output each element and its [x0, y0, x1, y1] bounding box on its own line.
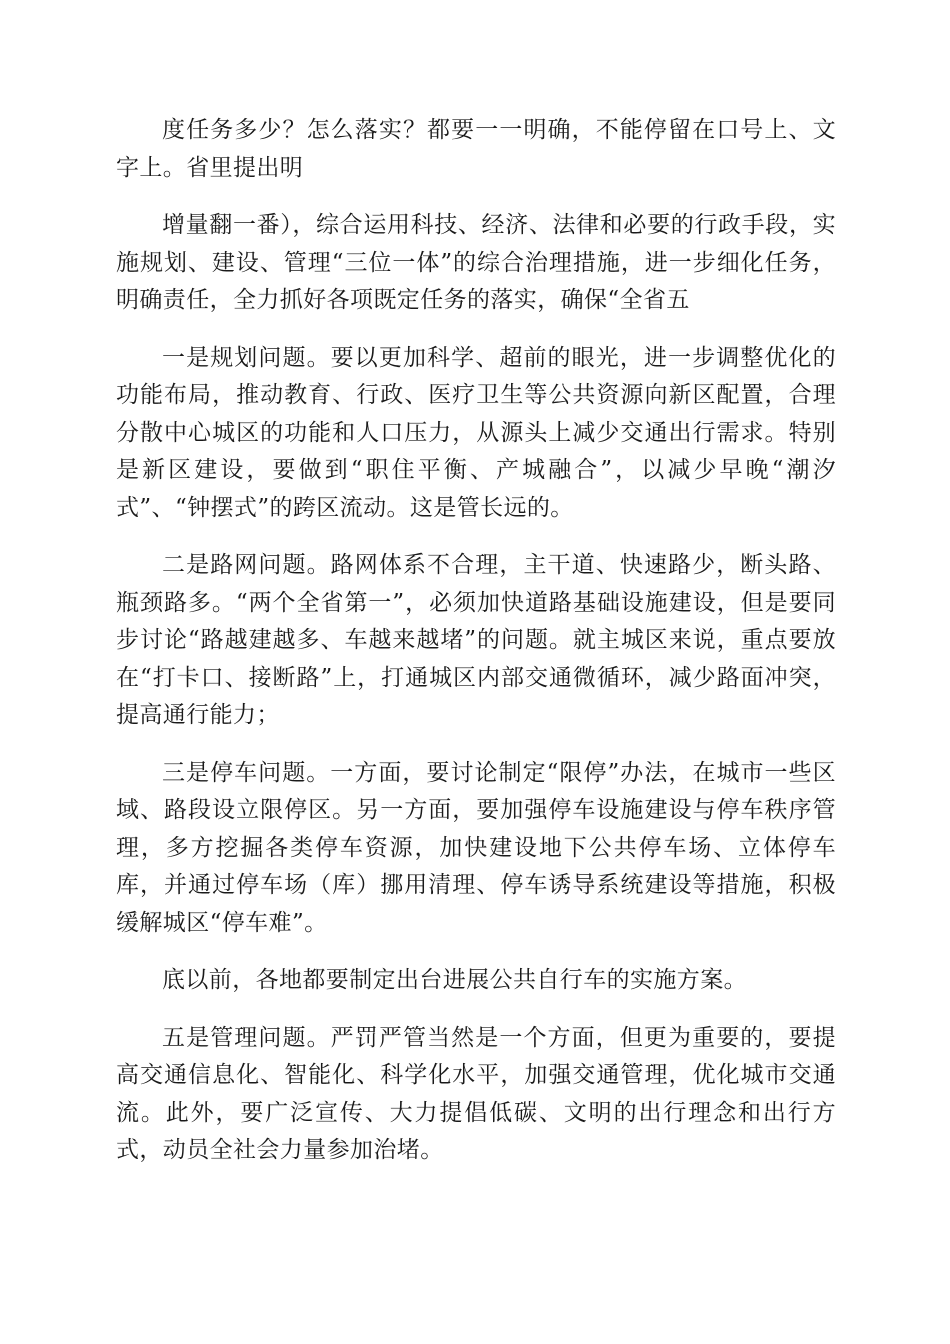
- paragraph-4: 二是路网问题。路网体系不合理，主干道、快速路少，断头路、瓶颈路多。“两个全省第一”，必须加快道路基础设施建设，但是要同步讨论“路越建越多、车越来越堵”的问题。就主城区来说，重点要放在“打卡口、接断路”上，打通城区内部交通微循环，减少路面冲突，提高通行能力；: [116, 552, 836, 728]
- paragraph-7: 五是管理问题。严罚严管当然是一个方面，但更为重要的，要提高交通信息化、智能化、科学化水平，加强交通管理，优化城市交通流。此外，要广泛宣传、大力提倡低碳、文明的出行理念和出行方式，动员全社会力量参加治堵。: [116, 1024, 836, 1163]
- paragraph-2: 增量翻一番），综合运用科技、经济、法律和必要的行政手段，实施规划、建设、管理“三位一体”的综合治理措施，进一步细化任务，明确责任，全力抓好各项既定任务的落实，确保“全省五: [116, 212, 836, 313]
- paragraph-3: 一是规划问题。要以更加科学、超前的眼光，进一步调整优化的功能布局，推动教育、行政、医疗卫生等公共资源向新区配置，合理分散中心城区的功能和人口压力，从源头上减少交通出行需求。特别是新区建设，要做到“职住平衡、产城融合”，以减少早晚“潮汐式”、“钟摆式”的跨区流动。这是管长远的。: [116, 344, 836, 521]
- document-body: [116, 112, 836, 1190]
- paragraph-5: 三是停车问题。一方面，要讨论制定“限停”办法，在城市一些区域、路段设立限停区。另一方面，要加强停车设施建设与停车秩序管理，多方挖掘各类停车资源，加快建设地下公共停车场、立体停车库，并通过停车场（库）挪用清理、停车诱导系统建设等措施，积极缓解城区“停车难”。: [116, 759, 836, 936]
- paragraph-1: 度任务多少？怎么落实？都要一一明确，不能停留在口号上、文字上。省里提出明: [116, 117, 836, 181]
- paragraph-6: 底以前，各地都要制定出台进展公共自行车的实施方案。: [162, 967, 747, 993]
